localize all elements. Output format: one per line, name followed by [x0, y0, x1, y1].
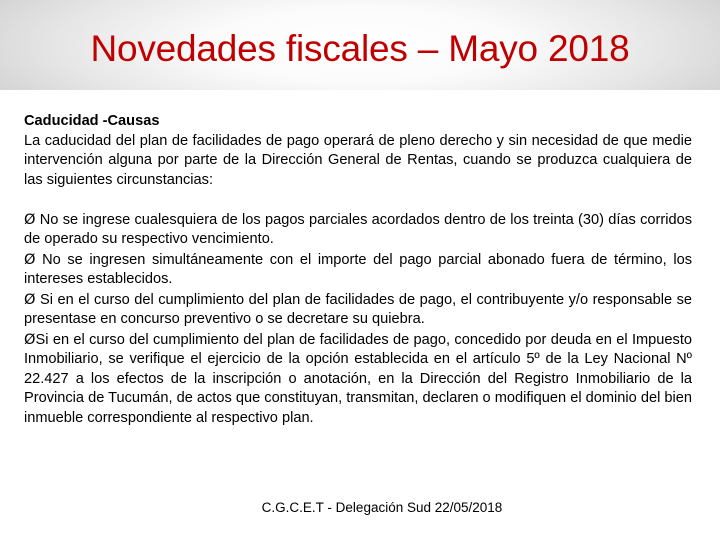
bullet-item-1 [24, 210, 692, 250]
title-banner [0, 0, 720, 90]
bullet-item-3 [24, 290, 692, 330]
slide-body [24, 112, 692, 428]
bullet-text: Si en el curso del cumplimiento del plan de facilidades de pago, el contribuyente y/o responsable se presentase en concurso preventivo o se decretare su quiebra. [24, 291, 692, 327]
arrow-bullet-icon: Ø [24, 330, 36, 348]
bullet-item-4 [24, 330, 692, 429]
arrow-bullet-icon: Ø [24, 210, 36, 228]
arrow-bullet-icon: Ø [24, 290, 36, 308]
arrow-bullet-icon: Ø [24, 250, 36, 268]
bullet-text: No se ingrese cualesquiera de los pagos parciales acordados dentro de los treinta (30) días corridos de operado su respectivo vencimiento. [24, 211, 692, 247]
paragraph-spacer [24, 190, 692, 210]
section-heading: Caducidad -Causas [24, 113, 160, 129]
slide-footer: C.G.C.E.T - Delegación Sud 22/05/2018 [261, 500, 503, 515]
slide-title: Novedades fiscales – Mayo 2018 [90, 28, 630, 69]
bullet-text: No se ingresen simultáneamente con el importe del pago parcial abonado fuera de término, los intereses establecidos. [24, 251, 692, 287]
intro-paragraph: La caducidad del plan de facilidades de pago operará de pleno derecho y sin necesidad de que medie intervención alguna por parte de la Dirección General de Rentas, cuando se produzca cualquiera de las siguientes circunstancias: [24, 132, 692, 188]
bullet-text: Si en el curso del cumplimiento del plan de facilidades de pago, concedido por deuda en el Impuesto Inmobiliario, se verifique el ejercicio de la opción establecida en el artículo 5º de la Ley Nacional Nº 22.427 a los efectos de la inscripción o anotación, en la Dirección del Registro Inmobiliario de la Provincia de Tucumán, de actos que constituyan, transmitan, declaren o modifiquen el dominio del bien inmueble correspondiente al respectivo plan. [24, 331, 692, 426]
bullet-item-2 [24, 250, 692, 290]
